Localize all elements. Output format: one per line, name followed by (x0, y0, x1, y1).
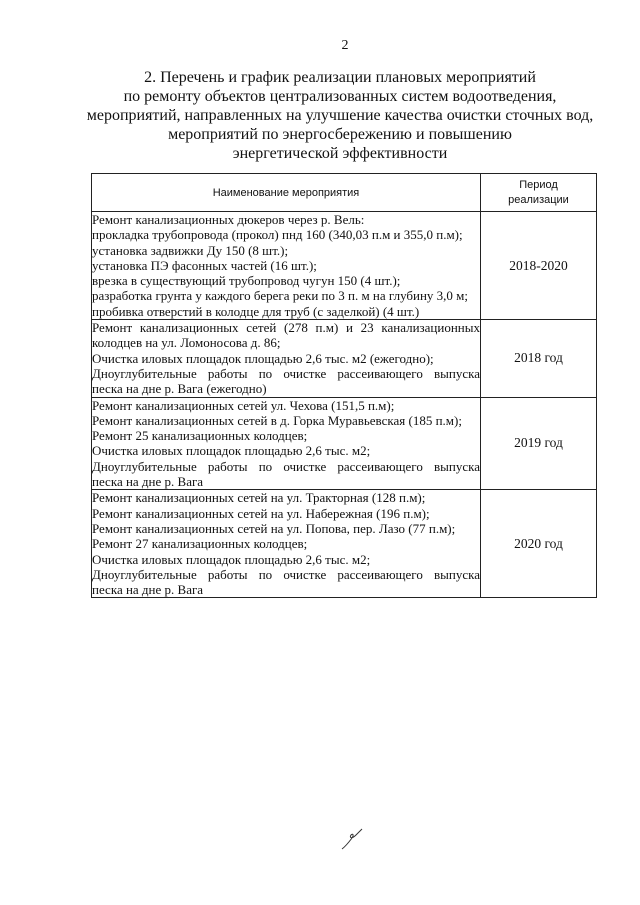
table-row (92, 397, 597, 490)
signature-mark (340, 826, 366, 852)
header-period-line: реализации (508, 193, 569, 206)
table-row (92, 212, 597, 320)
measure-line: песка на дне р. Вага (92, 474, 204, 490)
measures-table (91, 173, 597, 598)
measure-line: песка на дне р. Вага (ежегодно) (92, 381, 267, 397)
measure-line: Ремонт канализационных сетей (278 п.м) и 23 канализационных (92, 320, 480, 336)
period-cell: 2019 год (481, 397, 597, 490)
measure-line: Очистка иловых площадок площадью 2,6 тыс. м2; (92, 443, 371, 459)
period-cell: 2018-2020 (481, 212, 597, 320)
measure-line: Дноуглубительные работы по очистке рассеивающего выпуска (92, 566, 480, 582)
period-cell: 2018 год (481, 320, 597, 397)
period-cell: 2020 год (481, 490, 597, 598)
page-number: 2 (341, 38, 349, 53)
measure-cell (92, 212, 481, 320)
measure-line: прокладка трубопровода (прокол) пнд 160 (340,03 п.м и 355,0 п.м); (92, 227, 463, 243)
measure-cell (92, 397, 481, 490)
measure-line: врезка в существующий трубопровод чугун 150 (4 шт.); (92, 273, 401, 289)
measure-line: Дноуглубительные работы по очистке рассеивающего выпуска (92, 365, 480, 381)
table-header-row (92, 174, 597, 212)
measure-line: Ремонт канализационных сетей на ул. Тракторная (128 п.м); (92, 490, 426, 506)
header-measure-name: Наименование мероприятия (92, 174, 481, 212)
measure-line: Ремонт канализационных дюкеров через р. Вель: (92, 212, 365, 227)
document-title (80, 68, 600, 163)
header-period-line: Период (519, 178, 558, 191)
measure-line: колодцев на ул. Ломоносова д. 86; (92, 335, 281, 351)
title-line: мероприятий, направленных на улучшение качества очистки сточных вод, (86, 107, 594, 124)
measure-line: Ремонт 25 канализационных колодцев; (92, 428, 308, 444)
measure-line: пробивка отверстий в колодце для труб (с заделкой) (4 шт.) (92, 303, 420, 319)
measure-line: Ремонт канализационных сетей ул. Чехова (151,5 п.м); (92, 397, 395, 413)
header-period (481, 174, 597, 212)
measure-line: Очистка иловых площадок площадью 2,6 тыс. м2 (ежегодно); (92, 350, 434, 366)
measure-line: песка на дне р. Вага (92, 582, 204, 598)
measure-line: Ремонт канализационных сетей на ул. Попова, пер. Лазо (77 п.м); (92, 520, 456, 536)
measure-cell (92, 320, 481, 397)
title-line: 2. Перечень и график реализации плановых мероприятий (144, 69, 536, 86)
measure-line: Ремонт канализационных сетей в д. Горка Муравьевская (185 п.м); (92, 412, 462, 428)
title-line: по ремонту объектов централизованных систем водоотведения, (123, 88, 557, 105)
measure-line: Ремонт канализационных сетей на ул. Набережная (196 п.м); (92, 505, 430, 521)
measure-line: Дноуглубительные работы по очистке рассеивающего выпуска (92, 458, 480, 474)
title-line: мероприятий по энергосбережению и повышению (168, 126, 512, 143)
title-line: энергетической эффективности (232, 145, 448, 162)
measure-line: Очистка иловых площадок площадью 2,6 тыс. м2; (92, 551, 371, 567)
measure-line: установка задвижки Ду 150 (8 шт.); (92, 242, 289, 258)
measure-line: разработка грунта у каждого берега реки по 3 п. м на глубину 3,0 м; (92, 288, 469, 304)
table-row (92, 490, 597, 598)
table-row (92, 320, 597, 397)
measure-cell (92, 490, 481, 598)
measure-line: Ремонт 27 канализационных колодцев; (92, 536, 308, 552)
measure-line: установка ПЭ фасонных частей (16 шт.); (92, 257, 317, 273)
